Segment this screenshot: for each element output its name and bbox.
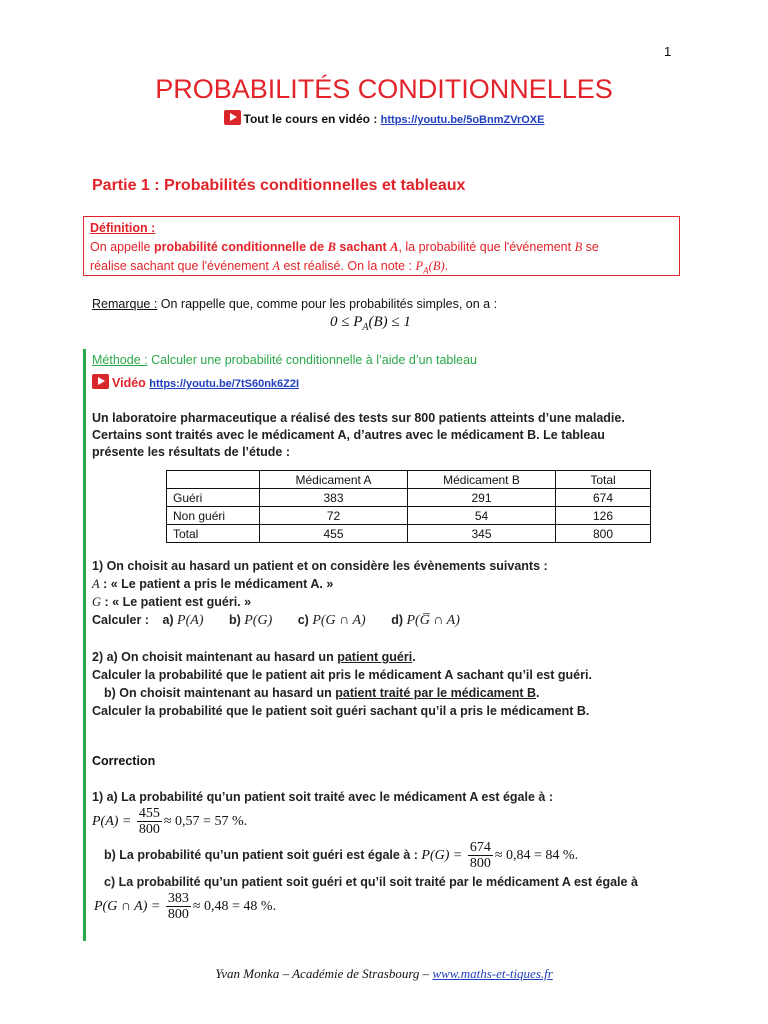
question1: 1) On choisit au hasard un patient et on considère les évènements suivants : A : « Le patient a pris le médicament A. » G : « Le patient est guéri. » Calculer : a) P(A) b) P(G) c) P(G ∩ A) d) P(G̅ ∩ A) [92,559,548,628]
video-method-label: Vidéo [112,376,146,390]
page-title: PROBABILITÉS CONDITIONNELLES [155,74,613,104]
definition-label: Définition : [90,221,156,235]
footer-text: Yvan Monka – Académie de Strasbourg – [215,966,433,981]
definition-line1: On appelle probabilité conditionnelle de B sachant A, la probabilité que l'événement B se [90,240,599,254]
page-number: 1 [664,44,672,59]
table-header-row: Médicament A Médicament B Total [167,471,651,489]
correction-1a-text: 1) a) La probabilité qu’un patient soit traité avec le médicament A est égale à : [92,790,553,804]
footer-link[interactable]: www.maths-et-tiques.fr [432,966,553,981]
remark-label: Remarque : [92,297,158,311]
table-row: Guéri 383 291 674 [167,489,651,507]
video-course-line [0,110,768,126]
video-course-link[interactable]: https://youtu.be/5oBnmZVrOXE [380,114,545,126]
definition-line2: réalise sachant que l'événement A est réalisé. On la note : $P_A(B)$. [90,259,449,276]
footer [0,966,768,982]
intro-text: Un laboratoire pharmaceutique a réalisé des tests sur 800 patients atteints d’une maladie. Certains sont traités avec le médicament A, d’autres avec le médicament B. Le tableau présente les résultats de l’étude : [92,411,625,459]
table-row: Total 455 345 800 [167,525,651,543]
remark-formula: $0 \le P_A(B) \le 1$ [330,314,411,333]
table-row: Non guéri 72 54 126 [167,507,651,525]
results-table [166,470,651,543]
part1-heading: Partie 1 : Probabilités conditionnelles et tableaux [92,177,466,194]
video-play-icon[interactable] [224,110,241,125]
definition-box [83,216,680,276]
video-course-label: Tout le cours en vidéo : [243,112,378,126]
method-line: Méthode : Calculer une probabilité conditionnelle à l’aide d’un tableau [92,353,477,367]
method-bar [83,349,86,941]
video-method-link[interactable]: https://youtu.be/7tS60nk6Z2I [149,378,300,390]
correction-1a-formula: P(A) = $\frac{455}{800}$ ≈ 0,57 = 57 %. [92,806,248,837]
video-method-line [92,374,299,390]
calc-line: Calculer : a) P(A) b) P(G) c) P(G ∩ A) d) P(G̅ ∩ A) [92,613,460,628]
correction-heading: Correction [92,754,156,768]
correction-1c-text: c) La probabilité qu’un patient soit guéri et qu’il soit traité par le médicament A est égale à [104,875,638,889]
remark-line: Remarque : On rappelle que, comme pour les probabilités simples, on a : [92,297,498,311]
question2: 2) a) On choisit maintenant au hasard un patient guéri. Calculer la probabilité que le patient ait pris le médicament A sachant qu’il est guéri. b) On choisit maintenant au hasard un patient traité par le médicament B. Calculer la probabilité que le patient soit guéri sachant qu’il a pris le médicament B. [92,650,592,718]
method-label: Méthode : [92,353,148,367]
video-method-play-icon[interactable] [92,374,109,389]
correction-1c-formula: P(G ∩ A) = $\frac{383}{800}$ ≈ 0,48 = 48 %. [94,891,277,922]
correction-1b: b) La probabilité qu’un patient soit guéri est égale à : P(G) = $\frac{674}{800}$ ≈ 0,84 = 84 %. [104,840,579,871]
